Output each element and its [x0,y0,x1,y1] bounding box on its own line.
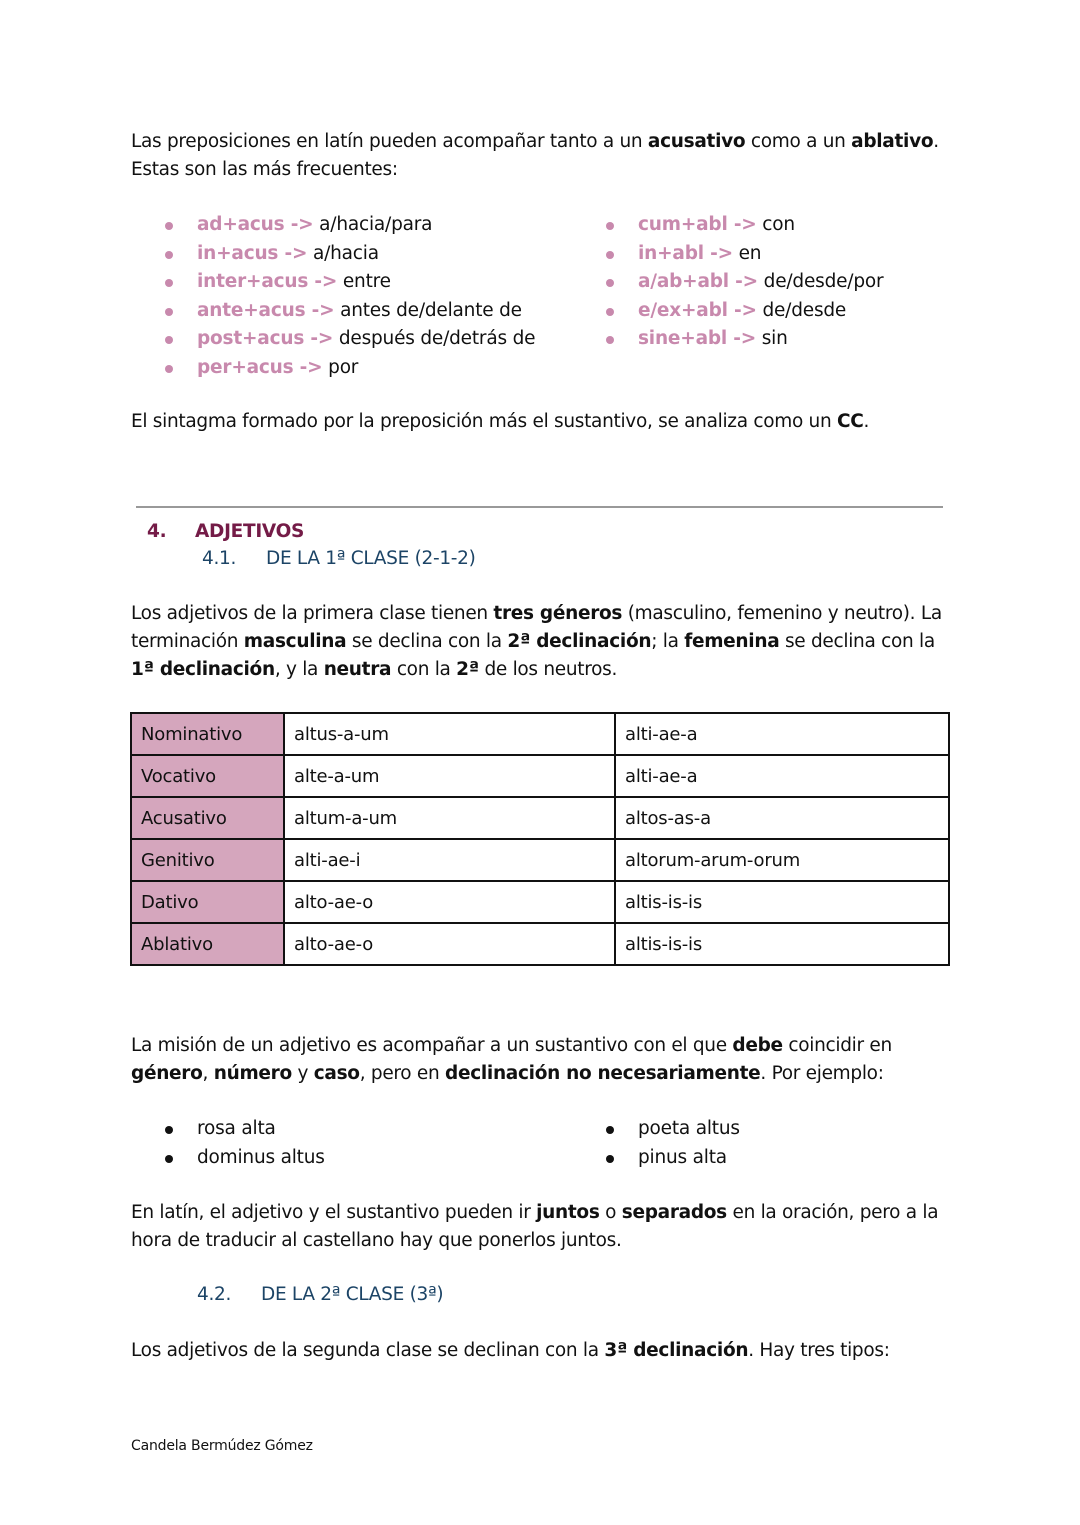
table-row [131,755,949,797]
list-item: ante+acus -> antes de/delante de [164,297,535,326]
list-item: dominus altus [164,1144,325,1173]
table-row [131,713,949,755]
plural-cell: altos-as-a [615,797,949,839]
plural-cell: altorum-arum-orum [615,839,949,881]
subsection-heading-4-2: 4.2. DE LA 2ª CLASE (3ª) [197,1284,444,1305]
singular-cell: alto-ae-o [284,923,615,965]
bullet-icon [165,279,173,287]
singular-cell: altus-a-um [284,713,615,755]
bullet-icon [606,279,614,287]
mision-paragraph: La misión de un adjetivo es acompañar a un sustantivo con el que debe coincidir en género, número y caso, pero en declinación no necesariamente. Por ejemplo: [131,1035,892,1084]
bold-ablativo: ablativo [851,131,934,152]
list-item: ad+acus -> a/hacia/para [164,211,535,240]
examples-list-left [164,1115,325,1172]
examples-list-right [605,1115,740,1172]
primera-clase-paragraph: Los adjetivos de la primera clase tienen tres géneros (masculino, femenino y neutro). La terminación masculina se declina con la 2ª declinación; la femenina se declina con la 1ª declinación, y la neutra con la 2ª de los neutros. [131,603,942,680]
section-heading: 4. ADJETIVOS [147,521,305,542]
list-item: a/ab+abl -> de/desde/por [605,268,883,297]
intro-paragraph: Las preposiciones en latín pueden acompañar tanto a un acusativo como a un ablativo. Estas son las más frecuentes: [131,131,939,180]
singular-cell: alte-a-um [284,755,615,797]
bullet-icon [165,1126,173,1134]
table-row [131,881,949,923]
segunda-clase-paragraph: Los adjetivos de la segunda clase se declinan con la 3ª declinación. Hay tres tipos: [131,1340,890,1361]
subsection-heading-4-1: 4.1. DE LA 1ª CLASE (2-1-2) [202,548,476,569]
bullet-icon [606,222,614,230]
table-row [131,839,949,881]
bullet-icon [165,222,173,230]
bullet-icon [165,365,173,373]
singular-cell: alto-ae-o [284,881,615,923]
list-item: in+abl -> en [605,240,883,269]
plural-cell: alti-ae-a [615,713,949,755]
case-cell: Nominativo [131,713,284,755]
list-item: per+acus -> por [164,354,535,383]
accusative-prepositions-list [164,211,535,382]
list-item: pinus alta [605,1144,740,1173]
table-row [131,923,949,965]
case-cell: Dativo [131,881,284,923]
bullet-icon [606,336,614,344]
list-item: e/ex+abl -> de/desde [605,297,883,326]
case-cell: Ablativo [131,923,284,965]
list-item: in+acus -> a/hacia [164,240,535,269]
plural-cell: altis-is-is [615,923,949,965]
case-cell: Genitivo [131,839,284,881]
bullet-icon [165,308,173,316]
case-cell: Vocativo [131,755,284,797]
bullet-icon [165,1155,173,1163]
bullet-icon [606,1155,614,1163]
table-row [131,797,949,839]
list-item: rosa alta [164,1115,325,1144]
footer-author: Candela Bermúdez Gómez [131,1438,313,1454]
bullet-icon [606,1126,614,1134]
list-item: cum+abl -> con [605,211,883,240]
horizontal-divider [136,506,943,508]
case-cell: Acusativo [131,797,284,839]
singular-cell: alti-ae-i [284,839,615,881]
declension-table [130,712,950,966]
plural-cell: altis-is-is [615,881,949,923]
bold-acusativo: acusativo [647,131,746,152]
bullet-icon [606,308,614,316]
bullet-icon [165,251,173,259]
orden-paragraph: En latín, el adjetivo y el sustantivo pueden ir juntos o separados en la oración, pero a la hora de traducir al castellano hay que ponerlos juntos. [131,1202,939,1251]
plural-cell: alti-ae-a [615,755,949,797]
singular-cell: altum-a-um [284,797,615,839]
bullet-icon [606,251,614,259]
bullet-icon [165,336,173,344]
list-item: poeta altus [605,1115,740,1144]
sintagma-paragraph: El sintagma formado por la preposición más el sustantivo, se analiza como un CC. [131,411,870,432]
list-item: sine+abl -> sin [605,325,883,354]
list-item: inter+acus -> entre [164,268,535,297]
ablative-prepositions-list [605,211,883,354]
list-item: post+acus -> después de/detrás de [164,325,535,354]
